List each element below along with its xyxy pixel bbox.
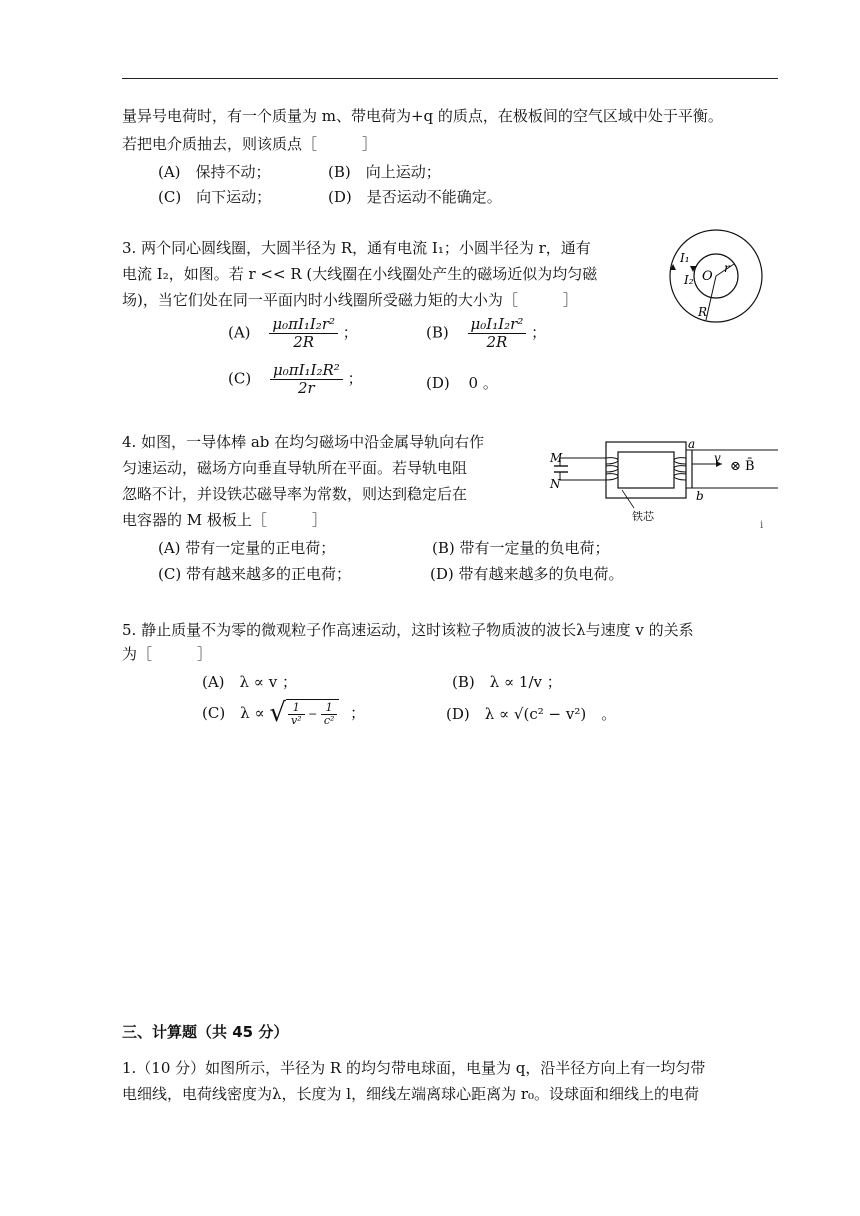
q5-option-b: (B) λ ∝ 1/v ； <box>452 673 562 691</box>
q3-option-c-label: (C) <box>228 369 252 388</box>
q4-option-b: (B) 带有一定量的负电荷； <box>432 539 610 557</box>
separator: ； <box>342 323 358 342</box>
label-v: v <box>714 451 721 465</box>
label-a: a <box>688 437 696 451</box>
fraction-numerator: 1 <box>288 702 305 715</box>
separator: ； <box>531 323 547 342</box>
q3-option-b <box>426 316 546 351</box>
section-3-title: 三、计算题（共 45 分） <box>122 1023 289 1041</box>
q2-option-c: (C) 向下运动； <box>158 188 272 206</box>
label-M: M <box>550 451 563 465</box>
iron-core-inner <box>618 452 674 488</box>
label-iron-core: 铁芯 <box>632 510 654 523</box>
q4-option-d: (D) 带有越来越多的负电荷。 <box>430 565 624 583</box>
q2-option-d: (D) 是否运动不能确定。 <box>328 188 502 206</box>
label-b: b <box>696 489 704 503</box>
separator: ； <box>347 369 363 388</box>
q4-line2: 匀速运动，磁场方向垂直导轨所在平面。若导轨电阻 <box>122 459 468 477</box>
q4-option-c: (C) 带有越来越多的正电荷； <box>158 565 351 583</box>
section-3-problem-1-line2: 电细线，电荷线密度为λ，长度为 l，细线左端离球心距离为 r₀。设球面和细线上的电荷 <box>122 1085 700 1103</box>
right-coil <box>674 458 686 480</box>
minus-sign: − <box>308 707 318 721</box>
left-coil <box>606 458 618 480</box>
label-N: N <box>550 477 561 491</box>
q2-option-a: (A) 保持不动； <box>158 163 271 181</box>
q5-line2: 为［ ］ <box>122 645 213 663</box>
section-3-problem-1-line1: 1.（10 分）如图所示，半径为 R 的均匀带电球面，电量为 q，沿半径方向上有一均匀带 <box>122 1059 706 1077</box>
label-r: r <box>724 261 730 275</box>
q4-line3: 忽略不计，并设铁芯磁导率为常数，则达到稳定后在 <box>122 485 468 503</box>
q3-option-c-fraction <box>270 362 343 397</box>
q5-line1: 5. 静止质量不为零的微观粒子作高速运动，这时该粒子物质波的波长λ与速度 v 的关系 <box>122 621 694 639</box>
fraction-denominator: v² <box>290 714 302 727</box>
q3-option-a <box>228 316 358 351</box>
header-rule <box>122 78 778 79</box>
sqrt-sign: √ <box>269 698 286 728</box>
fraction-denominator: 2R <box>293 333 315 351</box>
q3-option-a-label: (A) <box>228 323 251 342</box>
q3-option-a-fraction <box>269 316 338 351</box>
q3-option-b-fraction <box>468 316 527 351</box>
label-O: O <box>702 269 713 284</box>
q4-line1: 4. 如图，一导体棒 ab 在均匀磁场中沿金属导轨向右作 <box>122 433 485 451</box>
label-R: R <box>698 305 708 319</box>
q3-concentric-coils-figure <box>668 228 768 328</box>
q4-option-a: (A) 带有一定量的正电荷； <box>158 539 336 557</box>
q3-line3: 场)，当它们处在同一平面内时小线圈所受磁力矩的大小为［ ］ <box>122 291 578 309</box>
q3-option-d-label: (D) <box>426 374 450 392</box>
q3-line1: 3. 两个同心圆线圈，大圆半径为 R，通有电流 I₁；小圆半径为 r，通有 <box>122 239 591 257</box>
q3-option-d <box>426 372 498 393</box>
sqrt-radicand <box>286 699 339 727</box>
fraction-numerator: μ₀πI₁I₂R² <box>270 362 343 380</box>
q2-option-b: (B) 向上运动； <box>328 163 441 181</box>
figure-mark: i <box>760 520 764 531</box>
q5-option-a: (A) λ ∝ v ； <box>202 673 297 691</box>
q3-line2: 电流 I₂，如图。若 r << R (大线圈在小线圈处产生的磁场近似为均匀磁 <box>122 265 598 283</box>
fraction-1-over-c2 <box>321 702 338 727</box>
fraction-numerator: μ₀πI₁I₂r² <box>269 316 338 334</box>
q3-option-c <box>228 362 363 397</box>
fraction-denominator: 2r <box>298 379 315 397</box>
q4-iron-core-figure <box>546 436 778 532</box>
q4-line4: 电容器的 M 极板上［ ］ <box>122 511 327 529</box>
separator: ； <box>350 704 366 722</box>
core-leader-line <box>622 490 634 508</box>
q2-line2: 若把电介质抽去，则该质点［ ］ <box>122 135 378 153</box>
fraction-denominator: 2R <box>486 333 508 351</box>
q2-line1: 量异号电荷时，有一个质量为 m、带电荷为+q 的质点，在极板间的空气区域中处于平衡。 <box>122 107 723 125</box>
label-I2: I₂ <box>684 273 694 287</box>
q3-option-b-label: (B) <box>426 323 449 342</box>
q5-option-d: (D) λ ∝ √(c² − v²) 。 <box>446 705 617 723</box>
label-B-field: ⊗ B̄ <box>730 459 755 474</box>
fraction-denominator: c² <box>323 714 335 727</box>
q5-option-c <box>202 698 365 728</box>
label-I1: I₁ <box>680 251 690 265</box>
fraction-1-over-v2 <box>288 702 305 727</box>
fraction-numerator: 1 <box>321 702 338 715</box>
fraction-numerator: μ₀I₁I₂r² <box>468 316 527 334</box>
q3-option-d-value: 0 。 <box>468 374 498 392</box>
q5-option-c-label: (C) λ ∝ <box>202 704 265 722</box>
